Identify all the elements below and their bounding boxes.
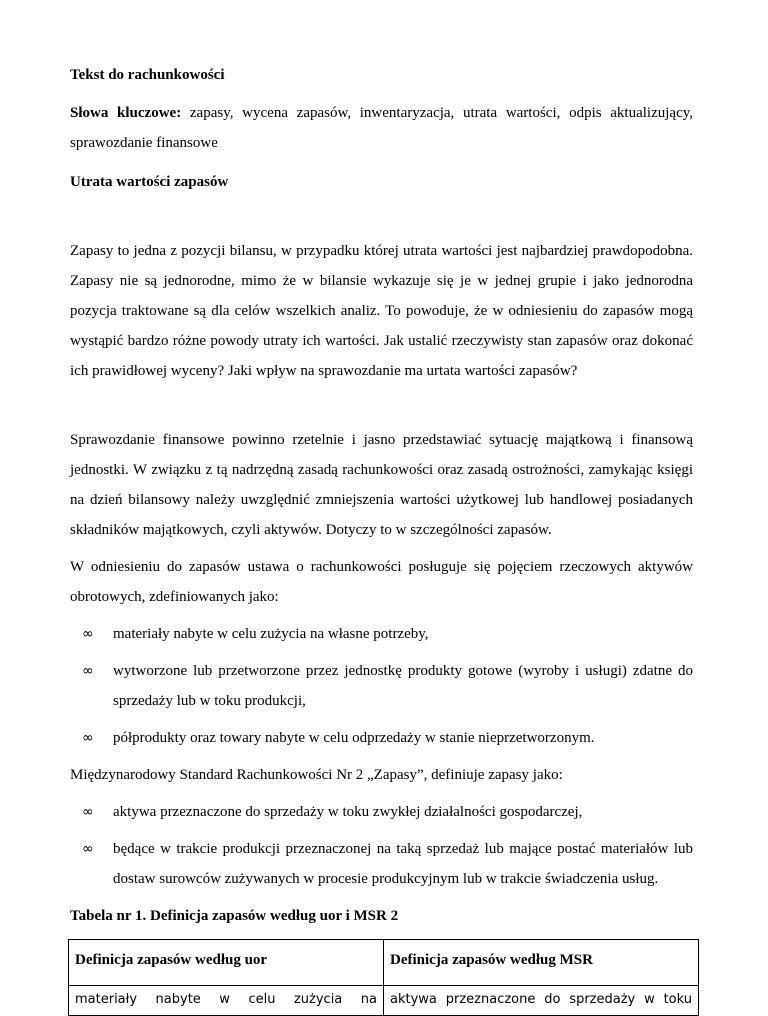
paragraph-uor-definition: W odniesieniu do zapasów ustawa o rachunkowości posługuje się pojęciem rzeczowych aktywów obrotowych, zdefiniowanych jako: <box>70 559 693 605</box>
list-item <box>70 723 693 753</box>
paragraph-intro: Zapasy to jedna z pozycji bilansu, w przypadku której utrata wartości jest najbardziej prawdopodobna. Zapasy nie są jednorodne, mimo że w bilansie wykazuje się je w jednej grupie i jako jednorodna pozycja traktowane są dla celów wszelkich analiz. To powoduje, że w odniesieniu do zapasów mogą wystąpić bardzo różne powody utraty ich wartości. Jak ustalić rzeczywisty stan zapasów oraz dokonać ich prawidłowej wyceny? Jaki wpływ na sprawozdanie ma urtata wartości zapasów? <box>70 243 693 379</box>
table-cell-msr: aktywa przeznaczone do sprzedaży w toku <box>384 986 699 1016</box>
bullet-icon: ∞ <box>82 804 94 820</box>
keywords-label: Słowa kluczowe: <box>70 105 182 121</box>
table-header-msr: Definicja zapasów według MSR <box>384 940 699 986</box>
keywords-text: zapasy, wycena zapasów, inwentaryzacja, utrata wartości, odpis aktualizujący, sprawozdanie finansowe <box>70 105 694 151</box>
bullet-icon: ∞ <box>82 663 94 679</box>
uor-bullet-list <box>70 619 693 753</box>
definition-table <box>68 939 699 1016</box>
table-header-uor: Definicja zapasów według uor <box>69 940 384 986</box>
list-item <box>70 834 693 894</box>
table-cell-uor: materiały nabyte w celu zużycia na <box>69 986 384 1016</box>
section-heading: Utrata wartości zapasów <box>70 174 229 190</box>
list-item <box>70 656 693 716</box>
table-title: Tabela nr 1. Definicja zapasów według uor i MSR 2 <box>70 908 399 924</box>
document-title: Tekst do rachunkowości <box>70 67 225 83</box>
list-item <box>70 797 693 827</box>
keywords-line <box>70 98 693 158</box>
list-item-text: materiały nabyte w celu zużycia na własne potrzeby, <box>113 626 429 642</box>
document-page <box>70 60 693 1016</box>
list-item <box>70 619 693 649</box>
list-item-text: będące w trakcie produkcji przeznaczonej na taką sprzedaż lub mające postać materiałów lub dostaw surowców zużywanych w procesie produkcyjnym lub w trakcie świadczenia usług. <box>113 841 693 887</box>
paragraph-msr-intro: Międzynarodowy Standard Rachunkowości Nr 2 „Zapasy”, definiuje zapasy jako: <box>70 767 563 783</box>
list-item-text: półprodukty oraz towary nabyte w celu odprzedaży w stanie nieprzetworzonym. <box>113 730 595 746</box>
list-item-text: aktywa przeznaczone do sprzedaży w toku zwykłej działalności gospodarczej, <box>113 804 583 820</box>
table-row <box>69 986 699 1016</box>
msr-bullet-list <box>70 797 693 894</box>
table-header-row <box>69 940 699 986</box>
paragraph-financial-statement: Sprawozdanie finansowe powinno rzetelnie i jasno przedstawiać sytuację majątkową i finansową jednostki. W związku z tą nadrzędną zasadą rachunkowości oraz zasadą ostrożności, zamykając księgi na dzień bilansowy należy uwzględnić zmniejszenia wartości użytkowej lub handlowej posiadanych składników majątkowych, czyli aktywów. Dotyczy to w szczególności zapasów. <box>70 432 693 538</box>
bullet-icon: ∞ <box>82 841 94 857</box>
bullet-icon: ∞ <box>82 730 94 746</box>
bullet-icon: ∞ <box>82 626 94 642</box>
list-item-text: wytworzone lub przetworzone przez jednostkę produkty gotowe (wyroby i usługi) zdatne do sprzedaży lub w toku produkcji, <box>113 663 693 709</box>
